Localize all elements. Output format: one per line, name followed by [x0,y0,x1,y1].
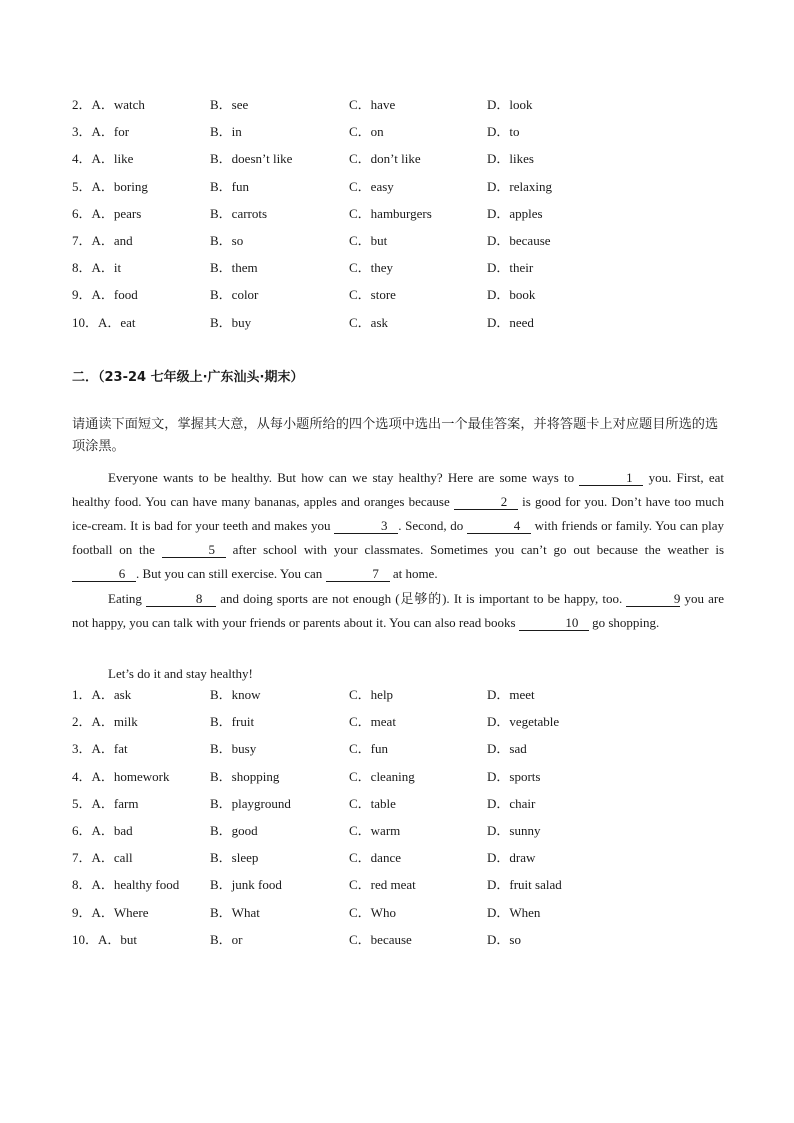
option-c: C．cleaning [349,768,415,784]
option-c: C．hamburgers [349,205,432,221]
option-a: 3．A．fat [72,741,128,757]
option-d: D．so [487,931,521,947]
option-row [72,688,732,715]
option-b: B．know [210,687,261,702]
blank-2: 2 [454,495,518,510]
option-d: D．draw [487,850,536,866]
option-b: B．them [210,260,258,276]
option-a: 8．A．healthy food [72,877,180,893]
option-b: B．carrots [210,205,268,221]
option-b: B．shopping [210,768,280,784]
option-c: C．table [349,795,396,811]
option-row [72,933,732,960]
option-d: D．likes [487,151,534,167]
option-c: C．fun [349,741,389,757]
option-row [72,261,732,288]
option-c: C．red meat [349,877,416,893]
passage-text: at home. [392,566,438,581]
option-d: D．meet [487,687,535,702]
option-row [72,906,732,933]
option-a: 10．A．eat [72,314,136,330]
option-d: D．When [487,904,541,920]
option-b: B．junk food [210,877,282,893]
option-c: C．help [349,687,394,702]
option-c: C．Who [349,904,396,920]
blank-8: 8 [146,592,216,607]
blank-7: 7 [326,567,390,582]
option-d: D．relaxing [487,178,552,194]
option-a: 9．A．food [72,287,138,303]
option-row [72,125,732,152]
option-row [72,878,732,905]
option-d: D．vegetable [487,714,560,730]
option-d: D．sunny [487,822,541,838]
option-c: C．have [349,97,396,112]
prev-options-list [72,98,732,343]
option-d: D．fruit salad [487,877,562,893]
blank-3: 3 [334,519,398,534]
option-b: B．What [210,904,260,920]
option-c: C．warm [349,822,401,838]
option-d: D．look [487,97,533,112]
passage-text: and doing sports are not enough (足够的). It is important to be happy, too. [220,591,623,606]
option-c: C．on [349,124,384,140]
option-c: C．don’t like [349,151,421,167]
option-c: C．they [349,260,394,276]
option-c: C．store [349,287,396,303]
passage-text: Everyone wants to be healthy. But how can we stay healthy? Here are some ways to [108,470,575,485]
option-a: 2．A．milk [72,714,138,730]
option-a: 5．A．boring [72,178,148,194]
option-row [72,316,732,343]
option-b: B．good [210,822,258,838]
option-row [72,207,732,234]
passage-text: go shopping. [592,615,660,630]
option-d: D．apples [487,205,543,221]
passage-text: after school with your classmates. Sometimes you can’t go out because the weather is [232,542,725,557]
option-b: B．see [210,97,249,112]
section-heading: 二．（23-24 七年级上·广东汕头·期末） [72,370,304,385]
option-row [72,288,732,315]
option-a: 7．A．and [72,232,133,248]
option-a: 6．A．bad [72,822,133,838]
blank-6: 6 [72,567,136,582]
option-c: C．ask [349,314,389,330]
option-b: B．so [210,232,244,248]
option-b: B．or [210,931,243,947]
blank-9: 9 [626,592,680,607]
option-d: D．their [487,260,534,276]
option-d: D．sad [487,741,527,757]
passage-paragraph-1 [72,466,724,586]
option-row [72,770,732,797]
option-b: B．playground [210,795,291,811]
option-row [72,98,732,125]
option-a: 10．A．but [72,931,138,947]
option-d: D．sports [487,768,541,784]
option-b: B．sleep [210,850,259,866]
option-a: 7．A．call [72,850,133,866]
option-b: B．buy [210,314,252,330]
option-c: C．because [349,931,412,947]
option-b: B．in [210,124,242,140]
passage-text: . Second, do [398,518,464,533]
passage-paragraph-2 [72,587,724,635]
option-a: 3．A．for [72,124,130,140]
option-row [72,234,732,261]
option-b: B．fun [210,178,250,194]
option-b: B．busy [210,741,257,757]
passage-text: with friends or family. You can play football on the [72,518,725,557]
option-a: 1．A．ask [72,687,132,702]
option-row [72,742,732,769]
option-a: 2．A．watch [72,97,145,112]
option-row [72,824,732,851]
option-row [72,152,732,179]
option-d: D．chair [487,795,536,811]
blank-10: 10 [519,616,589,631]
option-c: C．easy [349,178,394,194]
passage-paragraph-3: Let’s do it and stay healthy! [108,666,253,681]
blank-1: 1 [579,471,643,486]
blank-5: 5 [162,543,226,558]
section-instruction: 请通读下面短文，掌握其大意，从每小题所给的四个选项中选出一个最佳答案，并将答题卡上对应题目所选的选项涂黑。 [72,417,719,454]
passage-text: you. First, eat healthy food. You can have many bananas, apples and oranges because [72,470,724,509]
passage-text: Eating [108,591,142,606]
blank-4: 4 [467,519,531,534]
option-b: B．fruit [210,714,255,730]
option-d: D．to [487,124,520,140]
option-a: 9．A．Where [72,904,149,920]
passage-text: is good for you. Don’t have too much ice-cream. It is bad for your teeth and makes you [72,494,724,533]
option-d: D．book [487,287,536,303]
option-a: 4．A．homework [72,768,170,784]
options-list [72,688,732,960]
option-c: C．dance [349,850,401,866]
option-a: 4．A．like [72,151,134,167]
option-row [72,180,732,207]
passage-text: you are not happy, you can talk with your friends or parents about it. You can also read books [72,591,725,630]
option-a: 8．A．it [72,260,122,276]
option-c: C．but [349,232,388,248]
option-b: B．doesn’t like [210,151,293,167]
option-d: D．because [487,232,551,248]
option-a: 6．A．pears [72,205,142,221]
option-a: 5．A．farm [72,795,139,811]
option-row [72,851,732,878]
option-d: D．need [487,314,534,330]
option-b: B．color [210,287,259,303]
passage-text: . But you can still exercise. You can [136,566,323,581]
option-row [72,715,732,742]
option-c: C．meat [349,714,396,730]
option-row [72,797,732,824]
